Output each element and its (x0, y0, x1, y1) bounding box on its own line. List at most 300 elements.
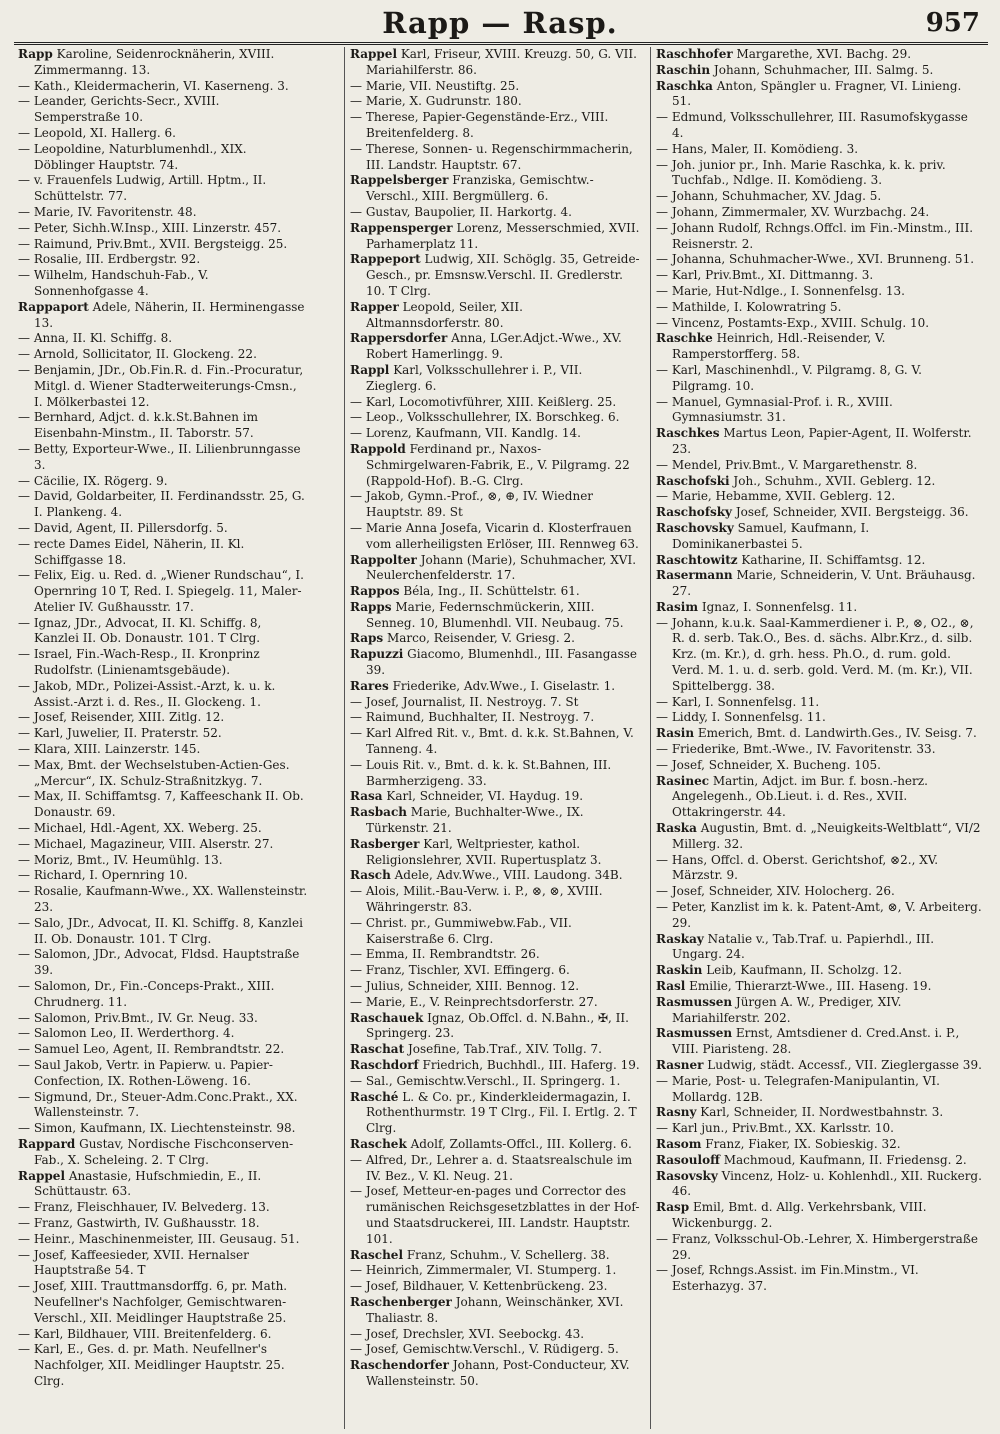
entry-text: — Therese, Papier-Gegenstände-Erz., VIII. Breitenfelderg. 8. (350, 110, 609, 140)
entry-surname: Raschauek (350, 1010, 424, 1025)
directory-entry (656, 774, 982, 821)
directory-entry (350, 300, 641, 332)
entry-text: Karl, Schneider, II. Nordwestbahnstr. 3. (696, 1105, 944, 1120)
entry-text: — Klara, XIII. Lainzerstr. 145. (18, 742, 201, 757)
directory-entry (18, 821, 308, 837)
directory-entry (350, 726, 641, 758)
entry-surname: Rappel (350, 47, 397, 61)
entry-surname: Raska (656, 821, 697, 836)
directory-entry (656, 221, 982, 253)
directory-entry (350, 1042, 641, 1058)
directory-entry (18, 221, 308, 237)
entry-surname: Raps (350, 631, 384, 646)
entry-text: Natalie v., Tab.Traf. u. Papierhdl., III. Ungarg. 24. (672, 931, 935, 962)
entry-surname: Rappensperger (350, 220, 453, 235)
directory-entry (656, 316, 982, 332)
entry-surname: Rasouloff (656, 1152, 720, 1167)
entry-surname: Rasinec (656, 773, 710, 788)
entry-text: — Anna, II. Kl. Schiffg. 8. (18, 331, 173, 346)
entry-text: Franz, Fiaker, IX. Sobieskig. 32. (701, 1136, 901, 1151)
entry-surname: Rasim (656, 599, 699, 614)
directory-entry (656, 932, 982, 964)
directory-entry (18, 1042, 308, 1058)
entry-surname: Rasp (656, 1200, 690, 1215)
entry-surname: Raschovsky (656, 520, 734, 535)
directory-entry (18, 205, 308, 221)
directory-entry (350, 1279, 641, 1295)
entry-text: — Kath., Kleidermacherin, VI. Kaserneng. 3. (18, 78, 289, 93)
directory-entry (656, 205, 982, 221)
entry-text: Ignaz, I. Sonnenfelsg. 11. (698, 599, 858, 614)
directory-entry (350, 695, 641, 711)
directory-entry (656, 900, 982, 932)
directory-entry (350, 1090, 641, 1137)
entry-text: — Karl jun., Priv.Bmt., XX. Karlsstr. 10. (656, 1121, 894, 1136)
directory-entry (350, 758, 641, 790)
entry-surname: Rasch (350, 868, 391, 883)
directory-entry (656, 252, 982, 268)
entry-text: Friedrich, Buchhdl., III. Haferg. 19. (418, 1058, 640, 1072)
entry-surname: Raschofsky (656, 505, 733, 520)
entry-text: Johann, Post-Conducteur, XV. Wallensteinstr. 50. (366, 1358, 630, 1388)
entry-text: Gustav, Nordische Fischconserven-Fab., X. Scheleing. 2. T Clrg. (34, 1136, 294, 1167)
entry-text: — Samuel Leo, Agent, II. Rembrandtstr. 22. (18, 1042, 285, 1057)
directory-entry (350, 1263, 641, 1279)
entry-text: — Richard, I. Opernring 10. (18, 868, 188, 883)
entry-text: — Karl, I. Sonnenfelsg. 11. (656, 694, 820, 709)
directory-entry (350, 679, 641, 695)
entry-text: Ludwig, XII. Schöglg. 35, Getreide-Gesch., pr. Emsnsw.Verschl. II. Gredlerstr. 10. T Clrg. (366, 252, 640, 298)
entry-text: — Josef, Kaffeesieder, XVII. Hernalser Hauptstraße 54. T (18, 1247, 249, 1278)
entry-text: — Salo, JDr., Advocat, II. Kl. Schiffg. 8, Kanzlei II. Ob. Donaustr. 101. T Clrg. (18, 915, 303, 946)
entry-text: — Peter, Kanzlist im k. k. Patent-Amt, ⊗, V. Arbeiterg. 29. (656, 900, 982, 930)
directory-entry (350, 789, 641, 805)
entry-surname: Rasbach (350, 805, 407, 820)
directory-entry (350, 489, 641, 521)
entry-text: — Johann, Zimmermaler, XV. Wurzbachg. 24. (656, 204, 930, 219)
directory-entry (18, 489, 308, 521)
entry-text: — Alois, Milit.-Bau-Verw. i. P., ⊗, ⊗, XVIII. Währingerstr. 83. (350, 884, 603, 915)
entry-surname: Raschtowitz (656, 552, 738, 567)
directory-entry (350, 916, 641, 948)
entry-text: — Josef, Reisender, XIII. Zitlg. 12. (18, 710, 225, 725)
directory-entry (18, 868, 308, 884)
entry-text: — Mathilde, I. Kolowratring 5. (656, 299, 842, 314)
entry-text: Leopold, Seiler, XII. Altmannsdorferstr. 80. (366, 299, 523, 330)
directory-entry (350, 631, 641, 647)
directory-entry (350, 553, 641, 585)
directory-entry (350, 395, 641, 411)
directory-entry (656, 458, 982, 474)
entry-surname: Rasermann (656, 568, 733, 583)
entry-text: Ludwig, städt. Accessf., VII. Zieglergasse 39. (703, 1058, 982, 1072)
entry-surname: Rappold (350, 441, 406, 456)
directory-entry (656, 695, 982, 711)
directory-entry (18, 916, 308, 948)
entry-text: Friederike, Adv.Wwe., I. Giselastr. 1. (388, 678, 616, 693)
directory-entry (656, 47, 982, 63)
entry-text: Giacomo, Blumenhdl., III. Fasangasse 39. (366, 647, 637, 678)
directory-entry (18, 268, 308, 300)
directory-entry (18, 363, 308, 410)
directory-entry (18, 474, 308, 490)
directory-entry (18, 47, 308, 79)
entry-text: Ignaz, Ob.Offcl. d. N.Bahn., ✠, II. Springerg. 23. (366, 1010, 629, 1041)
directory-entry (350, 94, 641, 110)
page-number: 957 (925, 8, 980, 38)
entry-text: — Edmund, Volksschullehrer, III. Rasumofskygasse 4. (656, 110, 968, 140)
entry-text: Lorenz, Messerschmied, XVII. Parhamerplatz 11. (366, 220, 640, 251)
entry-text: — Josef, Gemischtw.Verschl., V. Rüdigerg. 5. (350, 1342, 619, 1357)
entry-text: — Felix, Eig. u. Red. d. „Wiener Rundschau“, I. Opernring 10 T, Red. I. Spiegelg. 11, Maler-Atelier IV. Gußhausstr. 17. (18, 568, 304, 614)
directory-entry (18, 1121, 308, 1137)
entry-text: — Michael, Hdl.-Agent, XX. Weberg. 25. (18, 821, 262, 836)
entry-text: — Heinrich, Zimmermaler, VI. Stumperg. 1. (350, 1263, 617, 1278)
directory-entry (656, 300, 982, 316)
directory-entry (18, 710, 308, 726)
directory-entry (18, 1169, 308, 1201)
directory-entry (18, 442, 308, 474)
entry-surname: Rasny (656, 1105, 697, 1120)
directory-entry (18, 837, 308, 853)
entry-text: — Joh. junior pr., Inh. Marie Raschka, k. k. priv. Tuchfab., Ndlge. II. Komödieng. 3. (656, 157, 946, 188)
entry-text: — Marie, Hut-Ndlge., I. Sonnenfelsg. 13. (656, 283, 905, 298)
entry-text: — Sal., Gemischtw.Verschl., II. Springerg. 1. (350, 1073, 621, 1088)
directory-entry (656, 1200, 982, 1232)
directory-entry (656, 331, 982, 363)
entry-text: — Ignaz, JDr., Advocat, II. Kl. Schiffg. 8, Kanzlei II. Ob. Donaustr. 101. T Clrg. (18, 615, 262, 646)
directory-entry (656, 63, 982, 79)
entry-text: — Lorenz, Kaufmann, VII. Kandlg. 14. (350, 426, 581, 441)
entry-text: — Leopold, XI. Hallerg. 6. (18, 125, 176, 140)
entry-text: — Alfred, Dr., Lehrer a. d. Staatsrealschule im IV. Bez., V. Kl. Neug. 21. (350, 1152, 633, 1183)
directory-entry (18, 252, 308, 268)
directory-entry (18, 1137, 308, 1169)
entry-text: — Johanna, Schuhmacher-Wwe., XVI. Brunneng. 51. (656, 252, 975, 267)
entry-text: — Karl, E., Ges. d. pr. Math. Neufellner's Nachfolger, XII. Meidlinger Hauptstr. 25. Clrg. (18, 1342, 285, 1388)
entry-text: — Bernhard, Adjct. d. k.k.St.Bahnen im Eisenbahn-Minstm., II. Taborstr. 57. (18, 410, 258, 441)
entry-surname: Raschkes (656, 426, 720, 441)
entry-text: Marie, Schneiderin, V. Unt. Bräuhausg. 27. (672, 568, 976, 599)
directory-entry (656, 474, 982, 490)
directory-entry (656, 758, 982, 774)
directory-entry (350, 442, 641, 489)
entry-surname: Rares (350, 678, 389, 693)
directory-entry (18, 237, 308, 253)
entry-text: — Jakob, Gymn.-Prof., ⊗, ⊕, IV. Wiedner Hauptstr. 89. St (350, 489, 594, 520)
entry-text: Marie, Buchhalter-Wwe., IX. Türkenstr. 21. (366, 805, 584, 836)
directory-entry (18, 979, 308, 1011)
entry-text: Machmoud, Kaufmann, II. Friedensg. 2. (719, 1152, 967, 1167)
entry-surname: Rappel (18, 1168, 65, 1183)
column-3 (650, 47, 982, 1429)
entry-surname: Raschin (656, 62, 711, 77)
directory-entry (18, 789, 308, 821)
directory-entry (18, 647, 308, 679)
entry-text: Anna, LGer.Adjct.-Wwe., XV. Robert Hamerlingg. 9. (366, 331, 622, 362)
entry-text: — Leander, Gerichts-Secr., XVIII. Semperstraße 10. (18, 94, 220, 125)
entry-text: Martus Leon, Papier-Agent, II. Wolferstr. 23. (672, 426, 972, 456)
entry-text: — Emma, II. Rembrandtstr. 26. (350, 947, 540, 962)
directory-entry (350, 1358, 641, 1390)
entry-text: — Jakob, MDr., Polizei-Assist.-Arzt, k. u. k. Assist.-Arzt i. d. Res., II. Glockeng. 1. (18, 678, 276, 709)
directory-entry (656, 505, 982, 521)
entry-text: — Josef, Metteur-en-pages und Corrector des rumänischen Reichsgesetzblattes in der Hof- und Staatsdruckerei, III. Landstr. Hauptstr. 101. (350, 1184, 640, 1246)
entry-surname: Rappeport (350, 252, 421, 267)
directory-entry (350, 110, 641, 142)
entry-text: Johann, Weinschänker, XVI. Thaliastr. 8. (366, 1294, 624, 1325)
entry-text: — Therese, Sonnen- u. Regenschirmmacherin, III. Landstr. Hauptstr. 67. (350, 141, 633, 172)
directory-entry (18, 947, 308, 979)
entry-text: — Sigmund, Dr., Steuer-Adm.Conc.Prakt., XX. Wallensteinstr. 7. (18, 1089, 298, 1120)
directory-entry (656, 884, 982, 900)
directory-entry (656, 1121, 982, 1137)
directory-entry (350, 947, 641, 963)
directory-entry (656, 189, 982, 205)
header-rule (14, 42, 988, 45)
entry-surname: Rappos (350, 584, 400, 599)
directory-entry (350, 710, 641, 726)
entry-text: — Michael, Magazineur, VIII. Alserstr. 27. (18, 836, 274, 851)
directory-entry (18, 1026, 308, 1042)
entry-text: — recte Dames Eidel, Näherin, II. Kl. Schiffgasse 18. (18, 536, 245, 567)
entry-surname: Raschdorf (350, 1058, 419, 1072)
entry-text: Emerich, Bmt. d. Landwirth.Ges., IV. Seisg. 7. (694, 726, 977, 741)
directory-entry (350, 363, 641, 395)
entry-text: — Christ. pr., Gummiwebw.Fab., VII. Kaiserstraße 6. Clrg. (350, 915, 572, 946)
directory-entry (656, 426, 982, 458)
directory-entry (656, 79, 982, 111)
directory-entry (18, 679, 308, 711)
entry-surname: Raschhofer (656, 47, 733, 61)
column-2 (344, 47, 641, 1429)
entry-text: — Rosalie, Kaufmann-Wwe., XX. Wallensteinstr. 23. (18, 884, 308, 915)
directory-entry (656, 158, 982, 190)
directory-entry (18, 742, 308, 758)
directory-entry (18, 1342, 308, 1389)
entry-text: — Hans, Offcl. d. Oberst. Gerichtshof, ⊗2., XV. Märzstr. 9. (656, 852, 939, 883)
entry-text: — Franz, Volksschul-Ob.-Lehrer, X. Himbergerstraße 29. (656, 1231, 978, 1262)
column-1 (18, 47, 308, 1429)
entry-text: Josefine, Tab.Traf., XIV. Tollg. 7. (404, 1042, 602, 1057)
directory-entry (656, 1263, 982, 1295)
entry-surname: Rasa (350, 789, 383, 804)
directory-entry (18, 79, 308, 95)
directory-entry (656, 600, 982, 616)
entry-text: — Johann Rudolf, Rchngs.Offcl. im Fin.-Minstm., III. Reisnerstr. 2. (656, 220, 974, 251)
entry-text: Joh., Schuhm., XVII. Geblerg. 12. (729, 473, 936, 488)
directory-entry (350, 1295, 641, 1327)
directory-entry (350, 426, 641, 442)
entry-surname: Raschendorfer (350, 1358, 450, 1373)
directory-entry (656, 553, 982, 569)
directory-entry (18, 726, 308, 742)
entry-text: Karl, Schneider, VI. Haydug. 19. (382, 789, 584, 804)
entry-surname: Rasovsky (656, 1168, 718, 1183)
directory-entry (18, 616, 308, 648)
directory-entry (18, 94, 308, 126)
directory-entry (18, 1090, 308, 1122)
directory-entry (350, 1074, 641, 1090)
directory-entry (18, 1200, 308, 1216)
entry-surname: Rappolter (350, 552, 417, 567)
entry-text: Leib, Kaufmann, II. Scholzg. 12. (702, 963, 902, 978)
entry-surname: Raschke (656, 331, 713, 346)
directory-entry (350, 884, 641, 916)
directory-entry (350, 584, 641, 600)
entry-text: — Karl, Priv.Bmt., XI. Dittmanng. 3. (656, 268, 874, 283)
entry-surname: Raschka (656, 78, 713, 93)
entry-text: — Josef, XIII. Trauttmansdorffg. 6, pr. Math. Neufellner's Nachfolger, Gemischtwaren-Verschl., XII. Meidlinger Hauptstraße 25. (18, 1279, 288, 1325)
entry-surname: Raschofski (656, 473, 730, 488)
entry-text: Marco, Reisender, V. Griesg. 2. (383, 631, 575, 646)
entry-surname: Rasché (350, 1089, 399, 1104)
directory-entry (656, 616, 982, 695)
entry-text: — Salomon, Dr., Fin.-Conceps-Prakt., XIII. Chrudnerg. 11. (18, 979, 275, 1009)
directory-entry (656, 821, 982, 853)
entry-surname: Raskay (656, 931, 704, 946)
entry-surname: Rappaport (18, 299, 89, 314)
directory-entry (350, 1342, 641, 1358)
page-header (0, 4, 1000, 44)
entry-surname: Rasmussen (656, 994, 733, 1009)
entry-text: — Manuel, Gymnasial-Prof. i. R., XVIII. Gymnasiumstr. 31. (656, 394, 893, 425)
directory-entry (18, 1216, 308, 1232)
directory-entry (18, 300, 308, 332)
entry-text: — v. Frauenfels Ludwig, Artill. Hptm., II. Schüttelstr. 77. (18, 173, 267, 204)
directory-entry (18, 331, 308, 347)
entry-surname: Rasom (656, 1136, 702, 1151)
directory-entry (350, 868, 641, 884)
entry-text: Adele, Adv.Wwe., VIII. Laudong. 34B. (390, 868, 623, 883)
directory-entry (350, 1248, 641, 1264)
entry-surname: Rapuzzi (350, 647, 404, 662)
directory-entry (656, 742, 982, 758)
entry-surname: Raschenberger (350, 1294, 452, 1309)
directory-entry (18, 126, 308, 142)
directory-entry (350, 1327, 641, 1343)
entry-text: — Benjamin, JDr., Ob.Fin.R. d. Fin.-Procuratur, Mitgl. d. Wiener Stadterweiterungs-Cmsn., I. Mölkerbastei 12. (18, 362, 304, 409)
entry-text: Augustin, Bmt. d. „Neuigkeits-Weltblatt“, VI/2 Millerg. 32. (672, 821, 981, 851)
entry-text: Katharine, II. Schiffamtsg. 12. (737, 552, 926, 567)
directory-entry (350, 1184, 641, 1247)
entry-text: — Josef, Rchngs.Assist. im Fin.Minstm., VI. Esterhazyg. 37. (656, 1263, 919, 1294)
entry-text: Anton, Spängler u. Fragner, VI. Linieng. 51. (672, 78, 962, 109)
entry-text: — Leopoldine, Naturblumenhdl., XIX. Döblinger Hauptstr. 74. (18, 141, 247, 172)
directory-entry (18, 1327, 308, 1343)
entry-surname: Rasl (656, 979, 686, 994)
directory-entry (350, 979, 641, 995)
directory-entry (656, 726, 982, 742)
entry-surname: Rasberger (350, 836, 420, 851)
entry-surname: Rapper (350, 299, 399, 314)
directory-entry (350, 647, 641, 679)
entry-text: — Josef, Drechsler, XVI. Seebockg. 43. (350, 1326, 585, 1341)
entry-text: — Salomon, Priv.Bmt., IV. Gr. Neug. 33. (18, 1010, 258, 1025)
entry-surname: Rapp (18, 47, 53, 61)
entry-text: Vincenz, Holz- u. Kohlenhdl., XII. Ruckerg. 46. (672, 1168, 982, 1199)
directory-entry (656, 521, 982, 553)
entry-text: Emilie, Thierarzt-Wwe., III. Haseng. 19. (685, 979, 932, 994)
entry-text: Karl, Volksschullehrer i. P., VII. Zieglerg. 6. (366, 362, 583, 393)
entry-surname: Raschat (350, 1042, 405, 1057)
entry-text: Karl, Weltpriester, kathol. Religionslehrer, XVII. Rupertusplatz 3. (366, 836, 602, 867)
entry-text: Adolf, Zollamts-Offcl., III. Kollerg. 6. (406, 1136, 632, 1151)
entry-text: — Raimund, Buchhalter, II. Nestroyg. 7. (350, 710, 595, 725)
entry-text: — Liddy, I. Sonnenfelsg. 11. (656, 710, 826, 725)
directory-entry (18, 1011, 308, 1027)
entry-text: — Moriz, Bmt., IV. Heumühlg. 13. (18, 852, 223, 867)
entry-surname: Rappelsberger (350, 173, 449, 188)
entry-text: — Salomon, JDr., Advocat, Fldsd. Hauptstraße 39. (18, 947, 300, 978)
entry-text: — Israel, Fin.-Wach-Resp., II. Kronprinz Rudolfstr. (Linienamtsgebäude). (18, 647, 260, 678)
directory-entry (18, 537, 308, 569)
entry-surname: Rappl (350, 362, 390, 377)
entry-text: — Heinr., Maschinenmeister, III. Geusaug. 51. (18, 1231, 300, 1246)
entry-text: — Karl, Maschinenhdl., V. Pilgramg. 8, G. V. Pilgramg. 10. (656, 362, 922, 393)
entry-text: — Josef, Schneider, X. Bucheng. 105. (656, 757, 881, 772)
entry-text: Marie, Federnschmückerin, XIII. Senneg. 10, Blumenhdl. VII. Neubaug. 75. (366, 599, 624, 630)
running-title: Rapp — Rasp. (382, 6, 618, 40)
directory-entry (350, 221, 641, 253)
entry-text: — Peter, Sichh.W.Insp., XIII. Linzerstr. 457. (18, 220, 282, 235)
directory-entry (350, 410, 641, 426)
directory-entry (18, 1058, 308, 1090)
directory-entry (656, 1169, 982, 1201)
entry-text: — Betty, Exporteur-Wwe., II. Lilienbrunngasse 3. (18, 441, 301, 472)
directory-entry (18, 1248, 308, 1280)
entry-surname: Rasner (656, 1058, 704, 1072)
entry-text: — Karl, Locomotivführer, XIII. Keißlerg. 25. (350, 394, 617, 409)
entry-text: Johann (Marie), Schuhmacher, XVI. Neulerchenfelderstr. 17. (366, 552, 637, 583)
entry-text: — Vincenz, Postamts-Exp., XVIII. Schulg. 10. (656, 315, 930, 330)
entry-surname: Raschek (350, 1136, 407, 1151)
entry-text: — Josef, Bildhauer, V. Kettenbrückeng. 23. (350, 1279, 608, 1294)
directory-entry (656, 979, 982, 995)
entry-text: — David, Agent, II. Pillersdorfg. 5. (18, 520, 228, 535)
entry-text: — Franz, Fleischhauer, IV. Belvederg. 13. (18, 1200, 270, 1215)
directory-entry (656, 489, 982, 505)
entry-text: — Johann, Schuhmacher, XV. Jdag. 5. (656, 189, 882, 204)
directory-entry (656, 363, 982, 395)
entry-text: Ferdinand pr., Naxos-Schmirgelwaren-Fabrik, E., V. Pilgramg. 22 (Rappold-Hof). B.-G. Clrg. (366, 441, 630, 488)
entry-text: — Karl, Juwelier, II. Praterstr. 52. (18, 726, 222, 741)
directory-entry (656, 284, 982, 300)
entry-text: — Louis Rit. v., Bmt. d. k. k. St.Bahnen, III. Barmherzigeng. 33. (350, 757, 612, 788)
directory-entry (18, 853, 308, 869)
directory-entry (656, 1153, 982, 1169)
entry-text: — Cäcilie, IX. Rögerg. 9. (18, 473, 168, 488)
directory-entry (656, 853, 982, 885)
entry-text: — Marie, X. Gudrunstr. 180. (350, 94, 522, 109)
entry-text: — Karl, Bildhauer, VIII. Breitenfelderg. 6. (18, 1326, 272, 1341)
directory-entry (350, 252, 641, 299)
directory-entry (18, 142, 308, 174)
entry-text: — Marie Anna Josefa, Vicarin d. Klosterfrauen vom allerheiligsten Erlöser, III. Rennweg 63. (350, 520, 639, 551)
directory-entry (656, 1137, 982, 1153)
directory-entry (350, 600, 641, 632)
entry-surname: Rasin (656, 726, 695, 741)
directory-entry (18, 884, 308, 916)
entry-surname: Rapps (350, 599, 392, 614)
entry-text: — Saul Jakob, Vertr. in Papierw. u. Papier-Confection, IX. Rothen-Löweng. 16. (18, 1058, 273, 1088)
entry-text: Adele, Näherin, II. Herminengasse 13. (34, 299, 305, 330)
entry-text: — Julius, Schneider, XIII. Bennog. 12. (350, 979, 580, 994)
directory-entry (656, 1105, 982, 1121)
directory-entry (350, 995, 641, 1011)
directory-entry (18, 758, 308, 790)
directory-entry (18, 347, 308, 363)
